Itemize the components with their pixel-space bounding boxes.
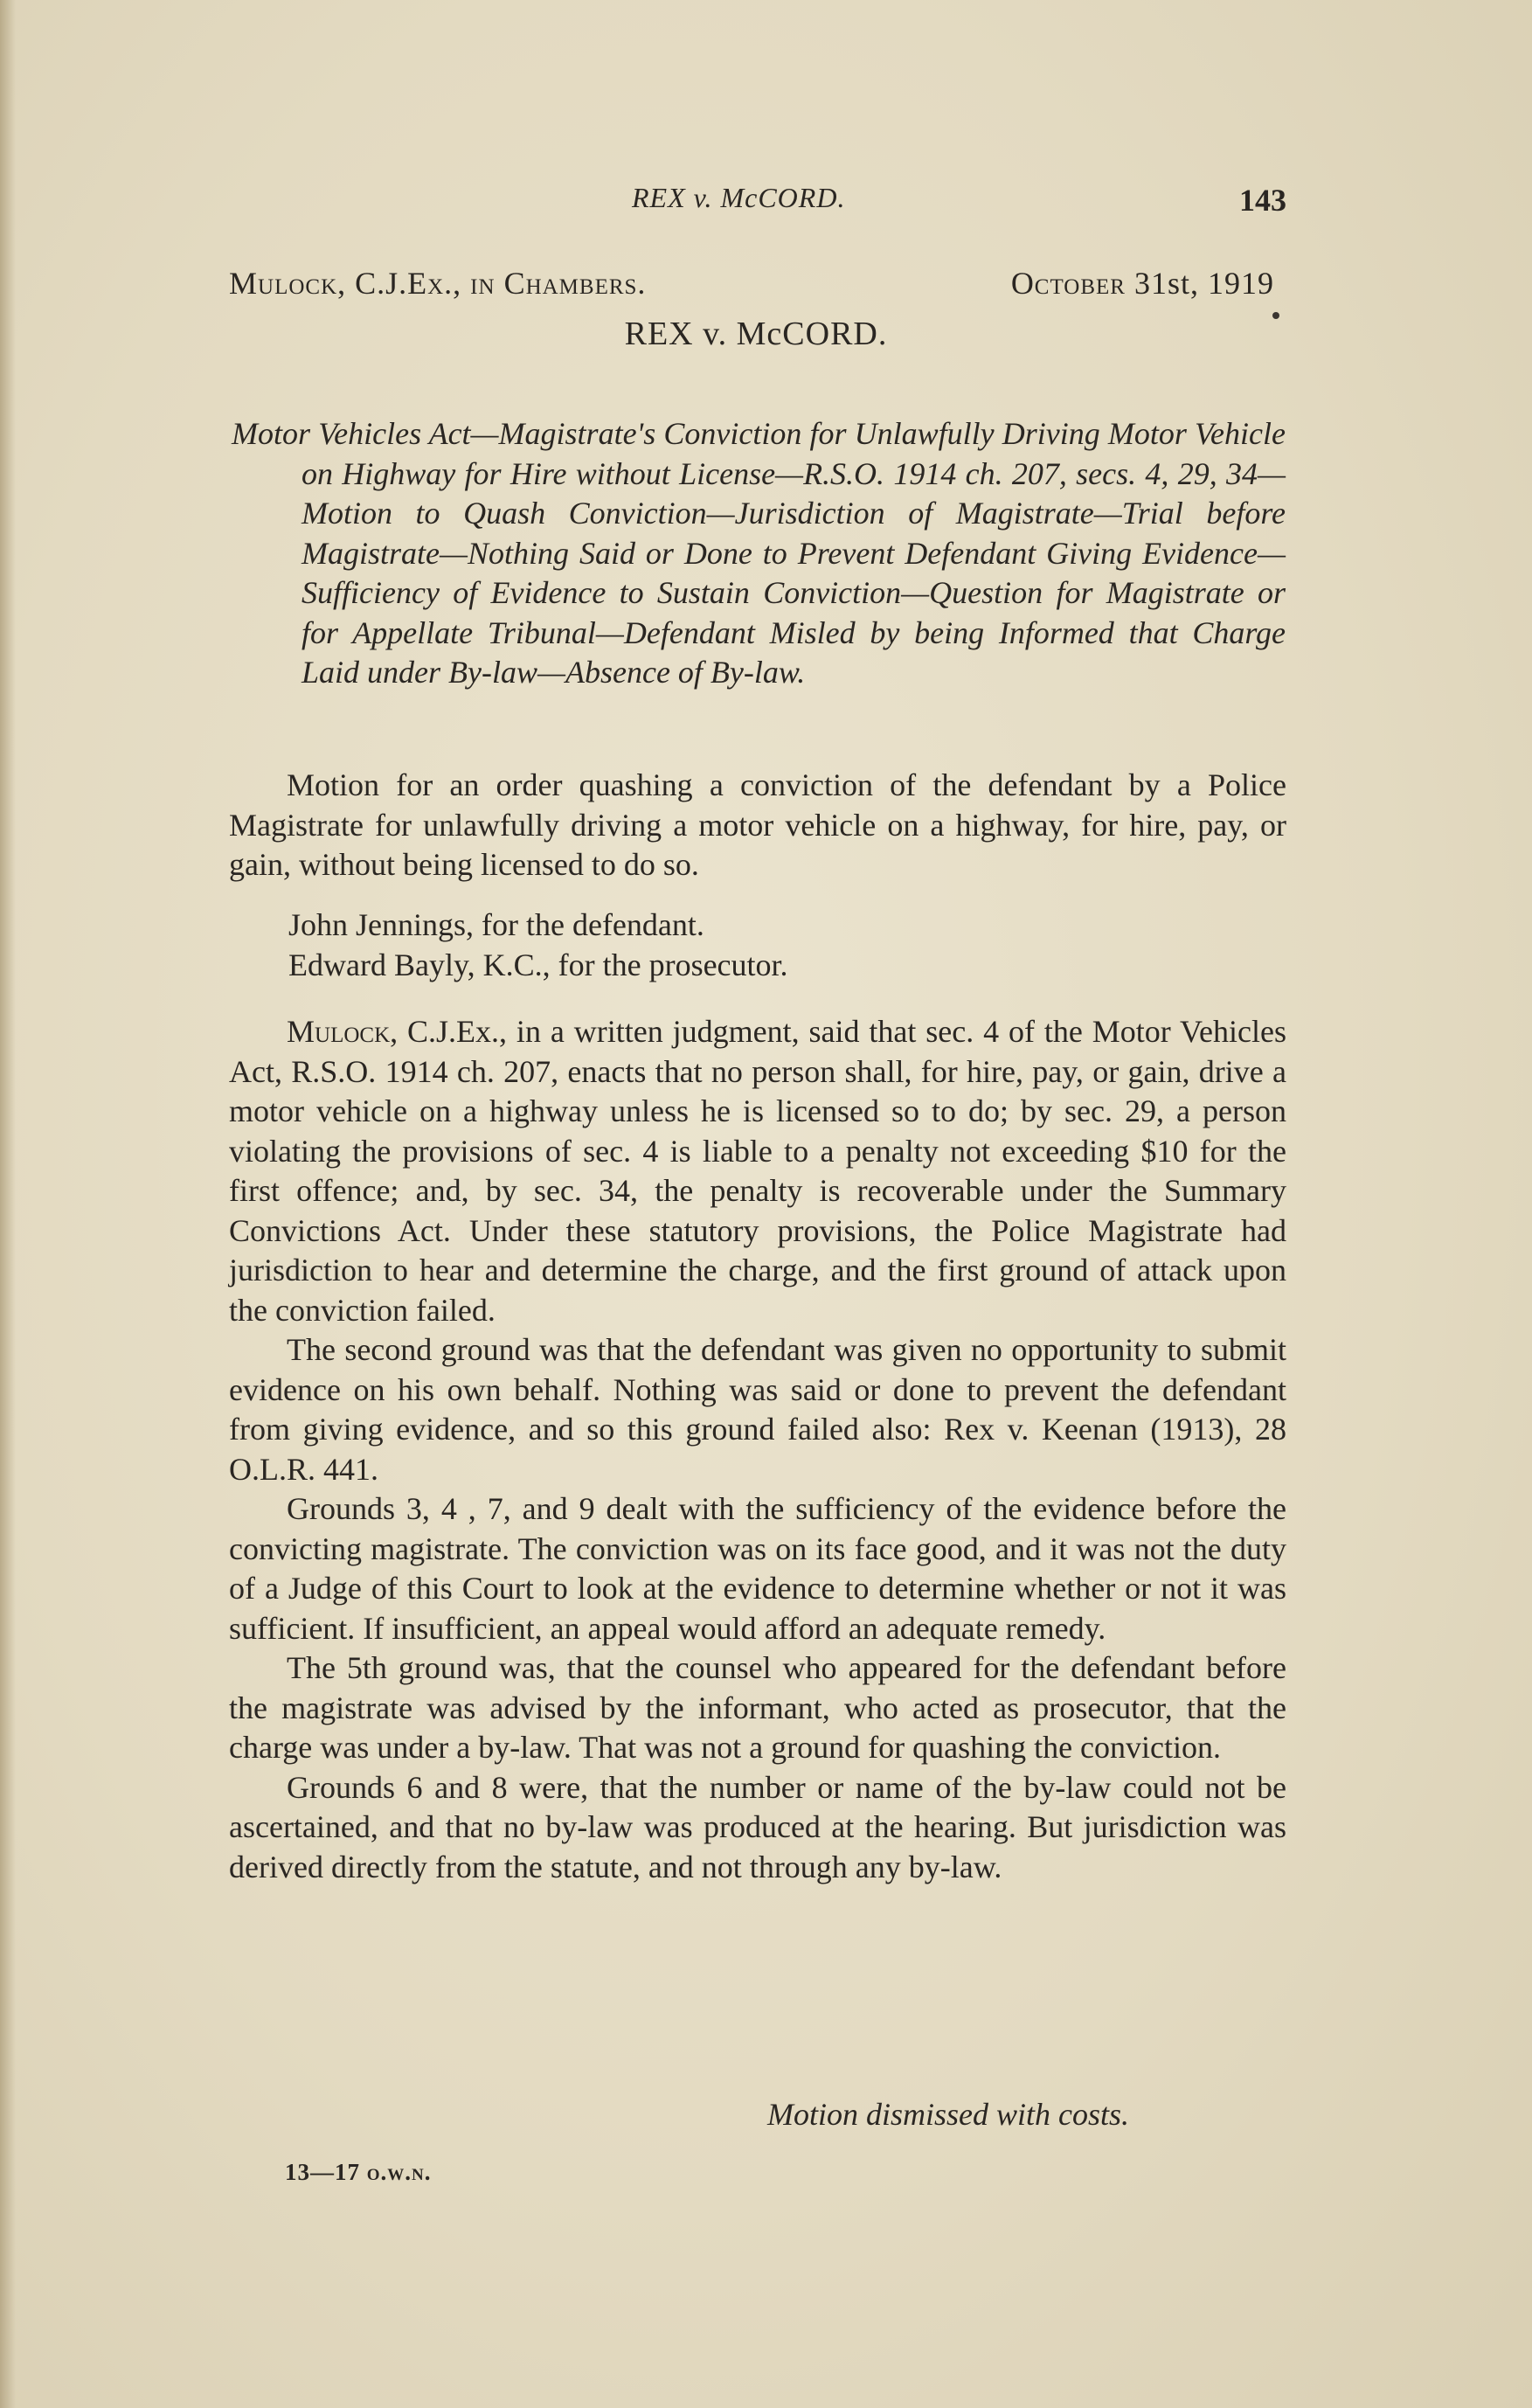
judgment-block [229,1012,1286,1887]
disposition: Motion dismissed with costs. [767,2097,1130,2132]
judgment-paragraph-5: Grounds 6 and 8 were, that the number or name of the by-law could not be ascertained, and that no by-law was produced at the hearing. But jurisdiction was derived directly from the statute, and not through any by-law. [229,1769,1286,1884]
judgment-paragraph-3: Grounds 3, 4 , 7, and 9 dealt with the sufficiency of the evidence before the convicting magistrate. The conviction was on its face good, and it was not the duty of a Judge of this Court to look at the evidence to determine whether or not it was sufficient. If insufficient, an appeal would afford an adequate remedy. [229,1491,1286,1646]
court-judge: Mulock, C.J.Ex., in Chambers. [229,266,647,301]
counsel-block [229,906,1286,985]
motion-block [229,766,1286,885]
case-title: REX v. McCORD. [624,316,888,352]
judgment-paragraph-1 [229,1012,1286,1330]
judge-name: Mulock [287,1014,391,1049]
judgment-paragraph-1-text: , C.J.Ex., in a written judgment, said that sec. 4 of the Motor Vehicles Act, R.S.O. 1914 ch. 207, enacts that no person shall, for hire, pay, or gain, drive a motor vehicle on a highway unless he is licensed so to do; by sec. 29, a person violating the provisions of sec. 4 is liable to a penalty not exceeding $10 for the first offence; and, by sec. 34, the penalty is recoverable under the Summary Convictions Act. Under these statutory provisions, the Police Magistrate had jurisdiction to hear and determine the charge, and the first ground of attack upon the conviction failed. [229,1014,1286,1328]
court-date-day-year: 31st, 1919 [1133,266,1274,301]
judgment-paragraph-4: The 5th ground was, that the counsel who appeared for the defendant before the magistrate was advised by the informant, who acted as prosecutor, that the charge was under a by-law. That was not a ground for quashing the conviction. [229,1650,1286,1765]
running-head [225,182,1286,226]
signature-mark [285,2159,432,2186]
signature-mark-text: 13—17 o.w.n. [285,2159,432,2185]
page-edge-shadow [0,0,16,2408]
running-title: REX v. McCORD. [632,182,846,213]
court-date [1011,265,1274,302]
page-number: 143 [1239,183,1286,218]
motion-paragraph: Motion for an order quashing a conviction of the defendant by a Police Magistrate for unlawfully driving a motor vehicle on a highway, for hire, pay, or gain, without being licensed to do so. [229,767,1286,882]
court-date-month: October [1010,266,1126,301]
judgment-paragraph-2: The second ground was that the defendant was given no opportunity to submit evidence on his own behalf. Nothing was said or done to prevent the defendant from giving evidence, and so this ground failed also: Rex v. Keenan (1913), 28 O.L.R. 441. [229,1332,1286,1487]
counsel-prosecutor: Edward Bayly, K.C., for the prosecutor. [288,947,788,982]
headnote: Motor Vehicles Act—Magistrate's Conviction for Unlawfully Driving Motor Vehicle on Highway for Hire without License—R.S.O. 1914 ch. 207, secs. 4, 29, 34—Motion to Quash Conviction—Jurisdiction of Magistrate—Trial before Magistrate—Nothing Said or Done to Prevent Defendant Giving Evidence—Sufficiency of Evidence to Sustain Conviction—Question for Magistrate or for Appellate Tribunal—Defendant Misled by being Informed that Charge Laid under By-law—Absence of By-law. [232,416,1286,690]
counsel-defendant: John Jennings, for the defendant. [288,907,704,942]
